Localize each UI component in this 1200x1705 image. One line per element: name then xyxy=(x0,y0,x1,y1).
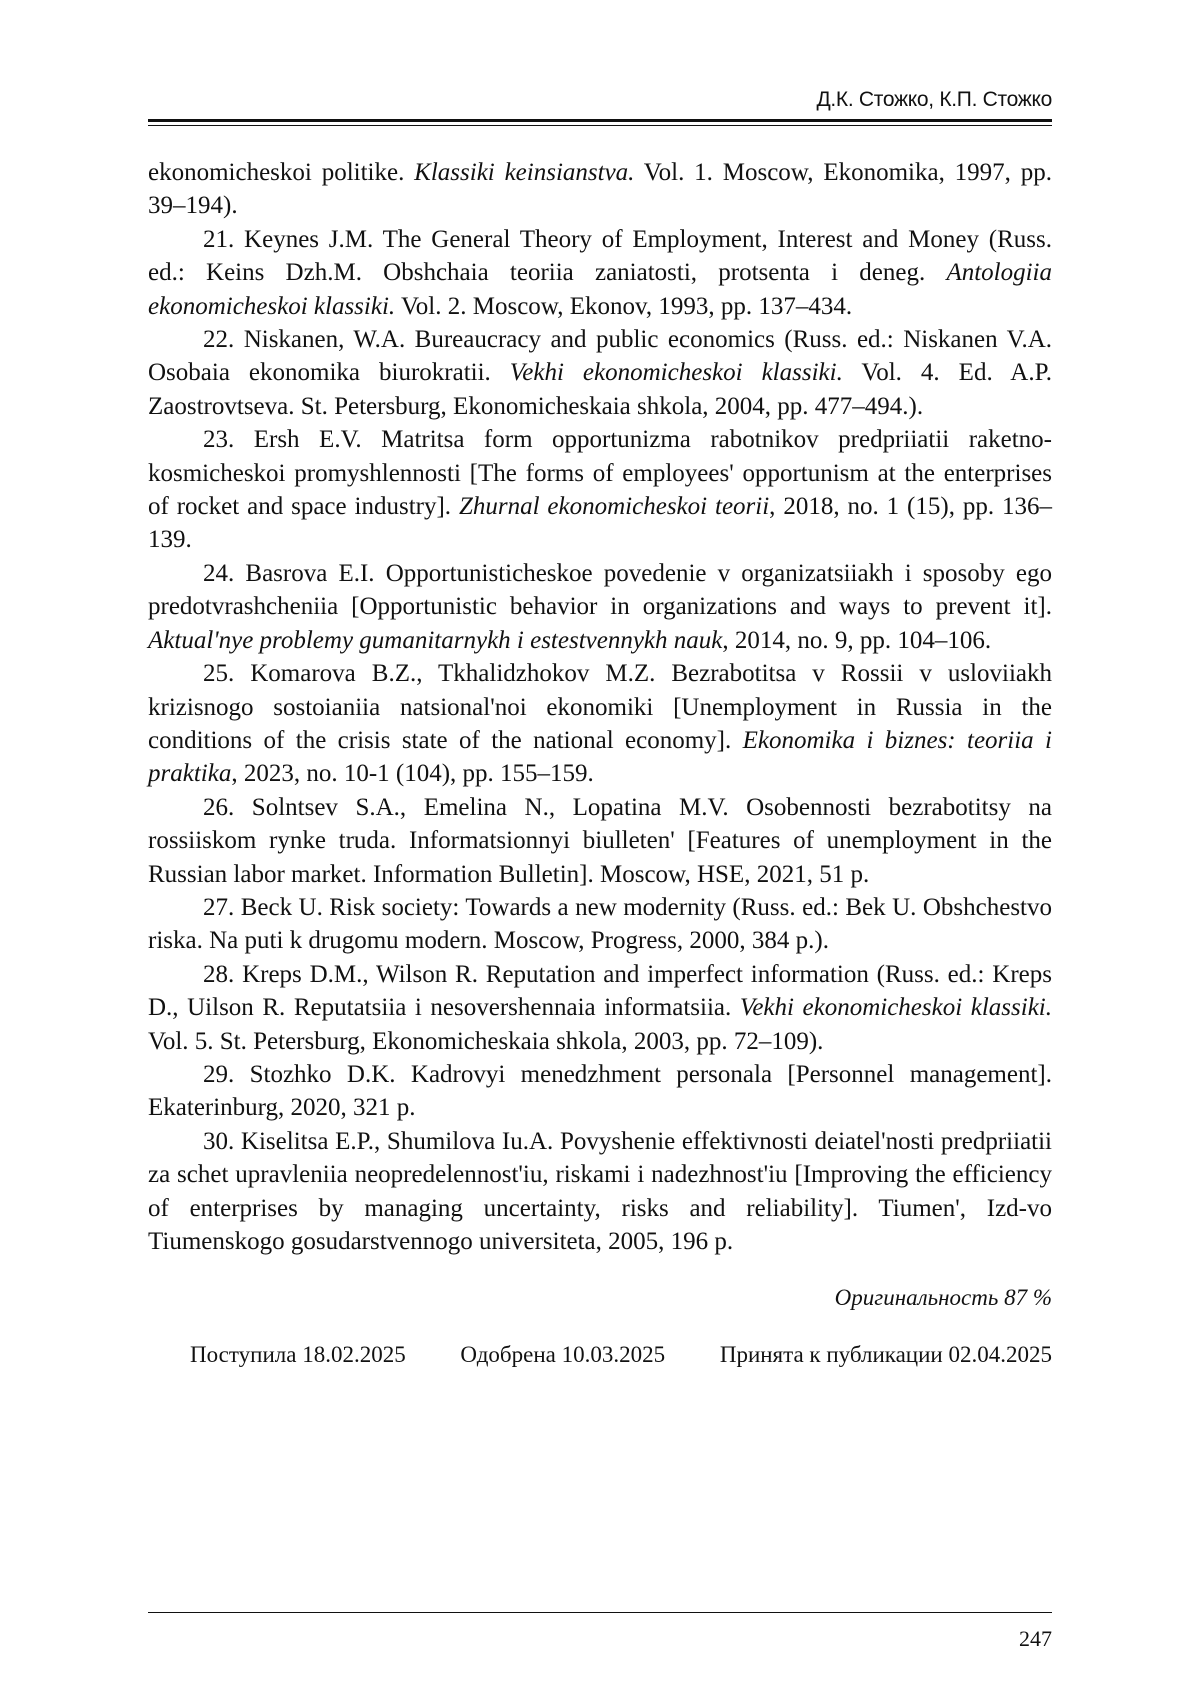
reference-23: 23. Ersh E.V. Matritsa form opportunizma rabotnikov predpriiatii raketno-kosmicheskoi promyshlennosti [The forms of employees' opportunism at the enterprises of rocket and space industry]. Zhurnal ekonomicheskoi teorii, 2018, no. 1 (15), pp. 136–139. xyxy=(148,426,1052,554)
reference-25: 25. Komarova B.Z., Tkhalidzhokov M.Z. Bezrabotitsa v Rossii v usloviiakh krizisnogo sostoianiia natsional'noi ekonomiki [Unemployment in Russia in the conditions of the crisis state of the national economy]. Ekonomika i biznes: teoriia i praktika, 2023, no. 10-1 (104), pp. 155–159. xyxy=(148,660,1052,788)
header-rule-thin xyxy=(148,125,1052,126)
running-header-authors: Д.К. Стожко, К.П. Стожко xyxy=(816,88,1052,111)
reference-30: 30. Kiselitsa E.P., Shumilova Iu.A. Povyshenie effektivnosti deiatel'nosti predpriiatii za schet upravleniia neopredelennost'iu, riskami i nadezhnost'iu [Improving the efficiency of enterprises by managing uncertainty, risks and reliability]. Tiumen', Izd-vo Tiumenskogo gosudarstvennogo universiteta, 2005, 196 p. xyxy=(148,1127,1052,1255)
header-rule-thick xyxy=(148,119,1052,122)
reference-list xyxy=(148,156,1052,1258)
reference-21: 21. Keynes J.M. The General Theory of Employment, Interest and Money (Russ. ed.: Keins Dzh.M. Obshchaia teoriia zaniatosti, protsenta i deneg. Antologiia ekonomicheskoi klassiki. Vol. 2. Moscow, Ekonov, 1993, pp. 137–434. xyxy=(148,225,1052,320)
accepted-date: Принята к публикации 02.04.2025 xyxy=(719,1342,1052,1367)
footer-rule xyxy=(148,1612,1052,1613)
reference-20-continued: ekonomicheskoi politike. Klassiki keinsianstva. Vol. 1. Moscow, Ekonomika, 1997, pp. 39–194). xyxy=(148,159,1053,220)
reference-24: 24. Basrova E.I. Opportunisticheskoe povedenie v organizatsiiakh i sposoby ego predotvrashcheniia [Opportunistic behavior in organizations and ways to prevent it]. Aktual'nye problemy gumanitarnykh i estestvennykh nauk, 2014, no. 9, pp. 104–106. xyxy=(148,559,1052,654)
reference-28: 28. Kreps D.M., Wilson R. Reputation and imperfect information (Russ. ed.: Kreps D., Uilson R. Reputatsiia i nesovershennaia informatsiia. Vekhi ekonomicheskoi klassiki. Vol. 5. St. Petersburg, Ekonomicheskaia shkola, 2003, pp. 72–109). xyxy=(148,960,1052,1055)
reference-29: 29. Stozhko D.K. Kadrovyi menedzhment personala [Personnel management]. Ekaterinburg, 2020, 321 p. xyxy=(148,1060,1052,1122)
page-number: 247 xyxy=(1019,1626,1052,1651)
reference-26: 26. Solntsev S.A., Emelina N., Lopatina M.V. Osobennosti bezrabotitsy na rossiiskom rynke truda. Informatsionnyi biulleten' [Features of unemployment in the Russian labor market. Information Bulletin]. Moscow, HSE, 2021, 51 p. xyxy=(148,793,1052,888)
originality-note: Оригинальность 87 % xyxy=(834,1285,1052,1310)
reference-27: 27. Beck U. Risk society: Towards a new modernity (Russ. ed.: Bek U. Obshchestvo riska. Na puti k drugomu modern. Moscow, Progress, 2000, 384 p.). xyxy=(148,893,1052,955)
reference-22: 22. Niskanen, W.A. Bureaucracy and public economics (Russ. ed.: Niskanen V.A. Osobaia ekonomika biurokratii. Vekhi ekonomicheskoi klassiki. Vol. 4. Ed. A.P. Zaostrovtseva. St. Petersburg, Ekonomicheskaia shkola, 2004, pp. 477–494.). xyxy=(148,326,1052,420)
received-date: Поступила 18.02.2025 xyxy=(190,1342,406,1367)
publication-dates xyxy=(190,1342,1052,1368)
approved-date: Одобрена 10.03.2025 xyxy=(460,1342,666,1367)
